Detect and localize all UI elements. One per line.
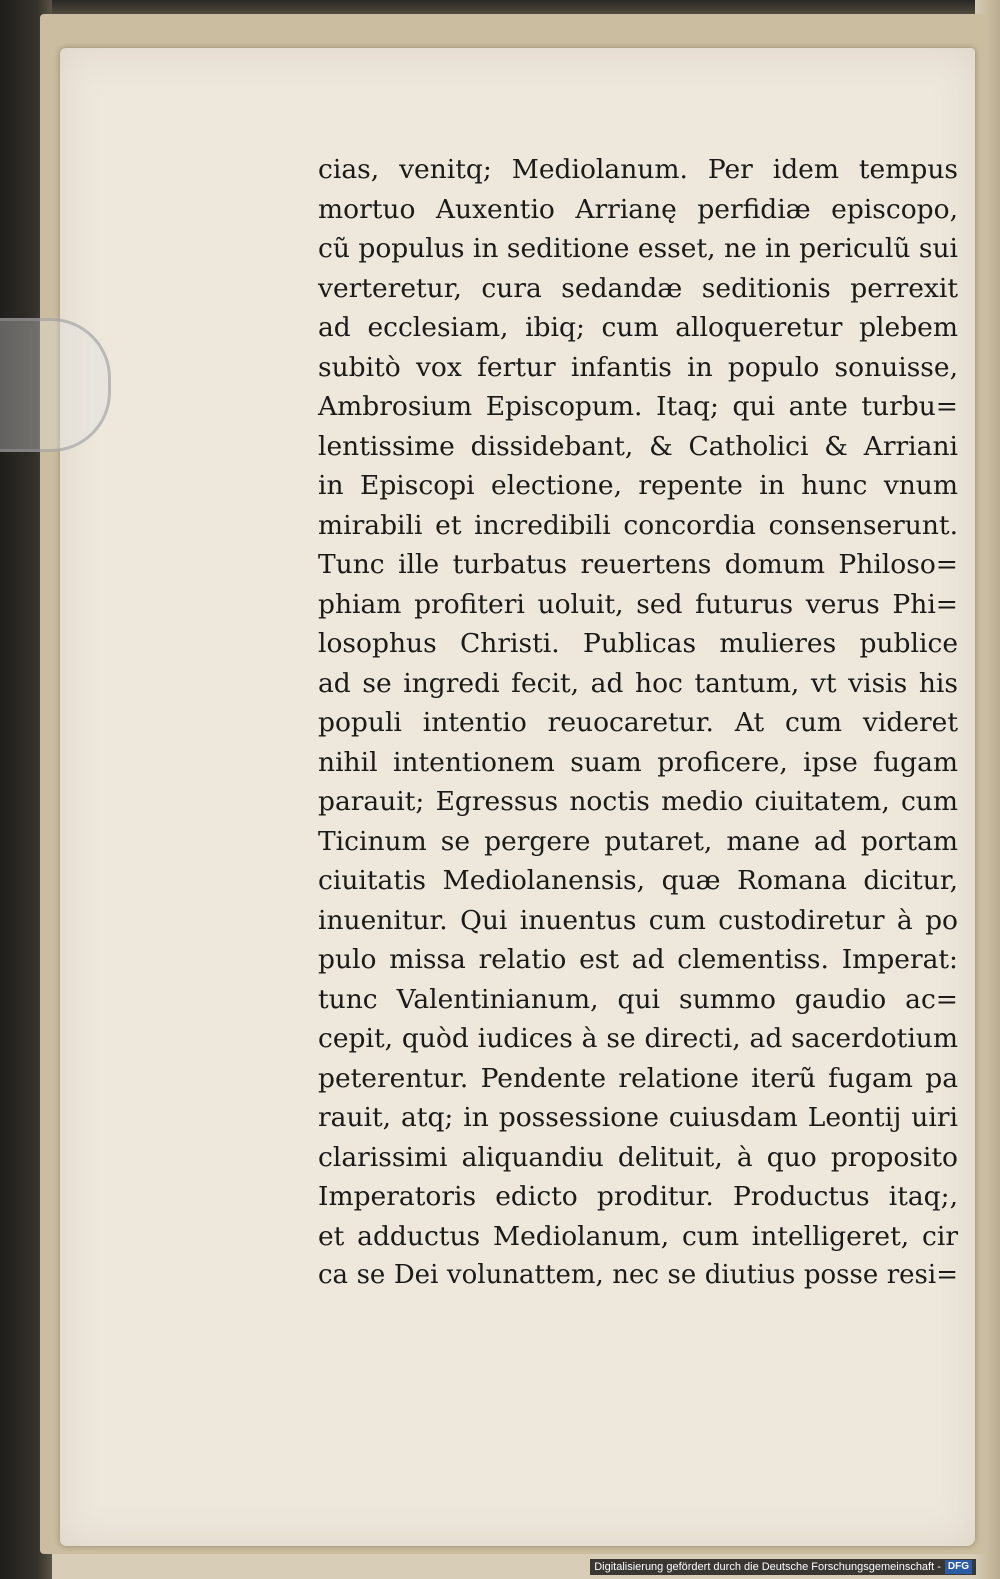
text-line: cũ populus in seditione esset, ne in periculũ sui <box>318 233 958 264</box>
text-line: parauit; Egressus noctis medio ciuitatem, cum <box>318 786 958 817</box>
text-line: subitò vox fertur infantis in populo sonuisse, <box>318 351 958 383</box>
text-line: losophus Christi. Publicas mulieres publice <box>318 628 958 659</box>
text-line: cepit, quòd iudices à se directi, ad sacerdotium <box>318 1023 958 1054</box>
text-line: phiam profiteri uoluit, sed futurus verus Phi= <box>318 588 958 620</box>
text-line: Ambrosium Episcopum. Itaq; qui ante turbu= <box>318 391 958 422</box>
text-line: Imperatoris edicto proditur. Productus itaq;, <box>318 1181 958 1212</box>
text-line: ca se Dei volunattem, nec se diutius posse resi= <box>318 1260 958 1290</box>
text-line: ad ecclesiam, ibiq; cum alloqueretur plebem <box>318 312 958 343</box>
text-line: mortuo Auxentio Arrianę perfidiæ episcopo, <box>318 193 958 225</box>
text-line: verteretur, cura sedandæ seditionis perrexit <box>318 272 958 304</box>
text-line: in Episcopi electione, repente in hunc vnum <box>318 470 958 501</box>
glass-clip <box>0 318 111 452</box>
text-line: nihil intentionem suam proficere, ipse fugam <box>318 746 958 778</box>
text-line: tunc Valentinianum, qui summo gaudio ac= <box>318 983 958 1015</box>
text-line: ciuitatis Mediolanensis, quæ Romana dicitur, <box>318 865 958 896</box>
dfg-logo: DFG <box>945 1560 972 1574</box>
text-line: et adductus Mediolanum, cum intelligeret, cir <box>318 1220 958 1252</box>
text-line: clarissimi aliquandiu delituit, à quo proposito <box>318 1141 958 1173</box>
text-line: mirabili et incredibili concordia consenserunt. <box>318 509 958 541</box>
text-line: cias, venitq; Mediolanum. Per idem tempus <box>318 154 958 185</box>
text-line: pulo missa relatio est ad clementiss. Imperat: <box>318 944 958 975</box>
text-line: peterentur. Pendente relatione iterũ fugam pa <box>318 1062 958 1094</box>
text-block <box>318 150 958 1296</box>
footer-credit <box>590 1559 976 1575</box>
text-line: populi intentio reuocaretur. At cum videret <box>318 707 958 738</box>
footer-credit-text: Digitalisierung gefördert durch die Deutsche Forschungsgemeinschaft - <box>594 1561 941 1573</box>
text-line: Tunc ille turbatus reuertens domum Philoso= <box>318 549 958 580</box>
text-line: rauit, atq; in possessione cuiusdam Leontij uiri <box>318 1102 958 1133</box>
text-line: inuenitur. Qui inuentus cum custodiretur à po <box>318 904 958 936</box>
text-line: ad se ingredi fecit, ad hoc tantum, vt visis his <box>318 667 958 699</box>
text-line: lentissime dissidebant, & Catholici & Arriani <box>318 430 958 462</box>
text-line: Ticinum se pergere putaret, mane ad portam <box>318 825 958 857</box>
